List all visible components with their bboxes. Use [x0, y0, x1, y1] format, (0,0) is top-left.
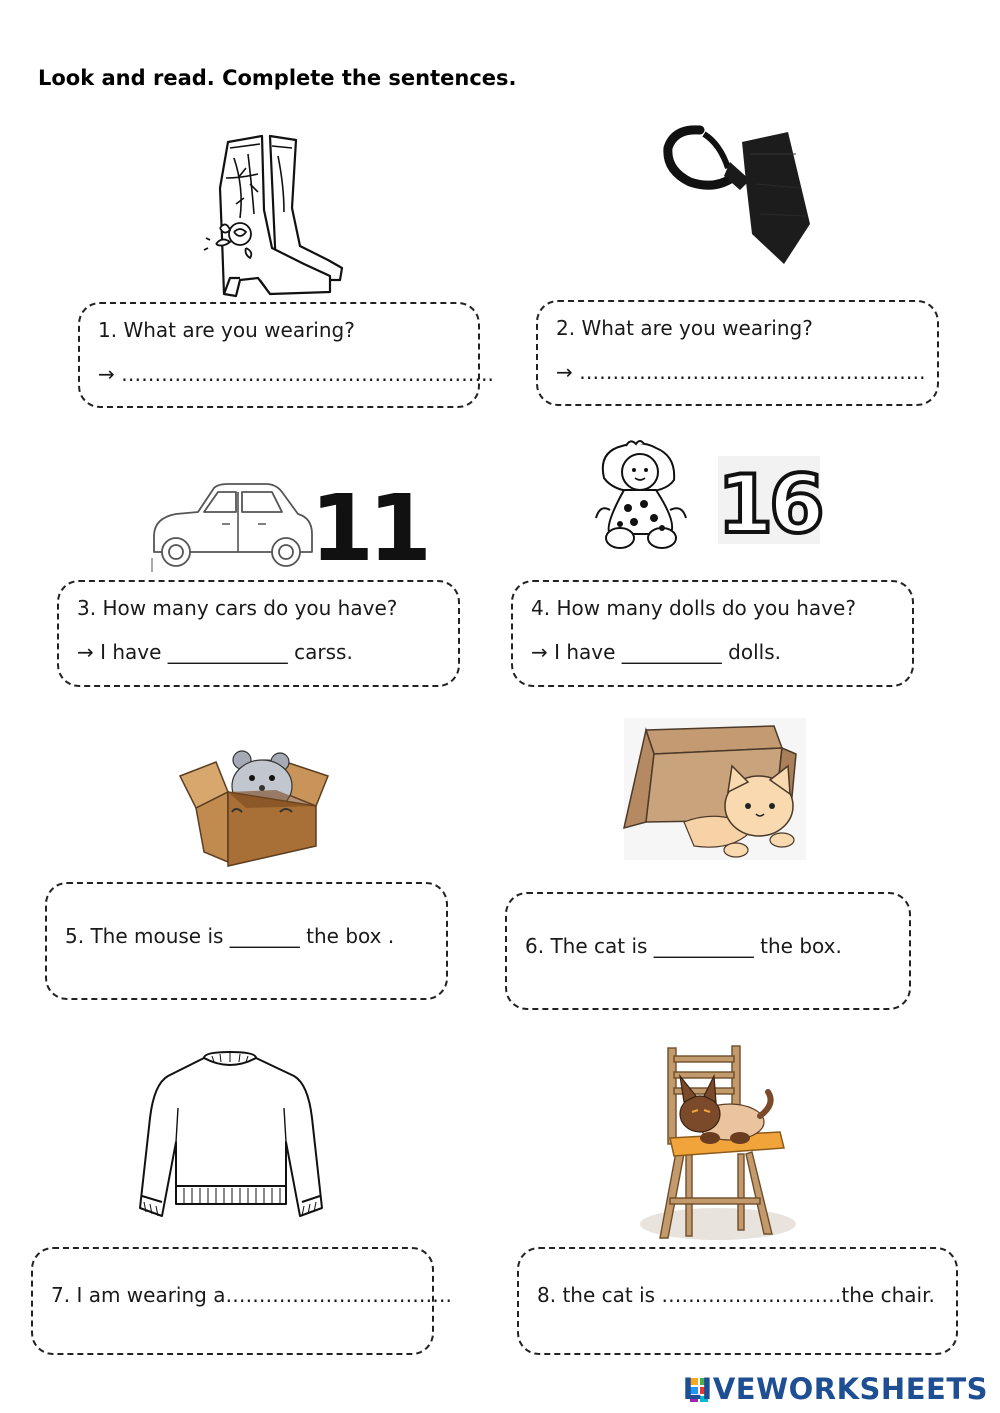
question-3-text: 3. How many cars do you have?: [77, 596, 398, 620]
question-2-text: 2. What are you wearing?: [556, 316, 813, 340]
answer-line-3[interactable]: → I have ____________ carss.: [77, 640, 353, 664]
question-box-4: [511, 580, 914, 687]
question-box-5: [45, 882, 448, 1000]
answer-line-2[interactable]: → …………………………………………….: [556, 360, 926, 384]
doll-picture: [590, 438, 694, 550]
answer-line-4[interactable]: → I have __________ dolls.: [531, 640, 781, 664]
sentence-7-text[interactable]: 7. I am wearing a…………………………….: [51, 1283, 452, 1307]
sentence-8-text[interactable]: 8. the cat is ………………………the chair.: [537, 1283, 935, 1307]
cat-on-chair-picture: [640, 1042, 798, 1244]
sentence-5-text[interactable]: 5. The mouse is _______ the box .: [65, 924, 395, 948]
question-1-text: 1. What are you wearing?: [98, 318, 355, 342]
liveworksheets-brand[interactable]: LIVEWORKSHEETS: [682, 1372, 988, 1406]
question-box-2: [536, 300, 939, 406]
page-title: Look and read. Complete the sentences.: [38, 66, 517, 90]
number-sixteen-picture: [717, 456, 821, 551]
car-picture: [148, 478, 316, 574]
cat-under-box-picture: [624, 718, 806, 860]
number-eleven-picture: [309, 475, 427, 582]
question-box-7: [31, 1247, 452, 1355]
boots-picture: [200, 128, 350, 300]
mouse-in-box-picture: [176, 742, 330, 870]
number-sixteen: 16: [717, 458, 821, 551]
sweater-picture: [134, 1048, 326, 1232]
question-box-1: [78, 302, 494, 408]
sentence-6-text[interactable]: 6. The cat is __________ the box.: [525, 934, 842, 958]
question-box-3: [57, 580, 460, 687]
question-4-text: 4. How many dolls do you have?: [531, 596, 856, 620]
question-box-6: [505, 892, 911, 1010]
tie-picture: [660, 124, 826, 268]
answer-line-1[interactable]: → ………………………………………………..: [98, 362, 494, 386]
question-box-8: [517, 1247, 958, 1355]
number-eleven: 11: [309, 475, 427, 582]
